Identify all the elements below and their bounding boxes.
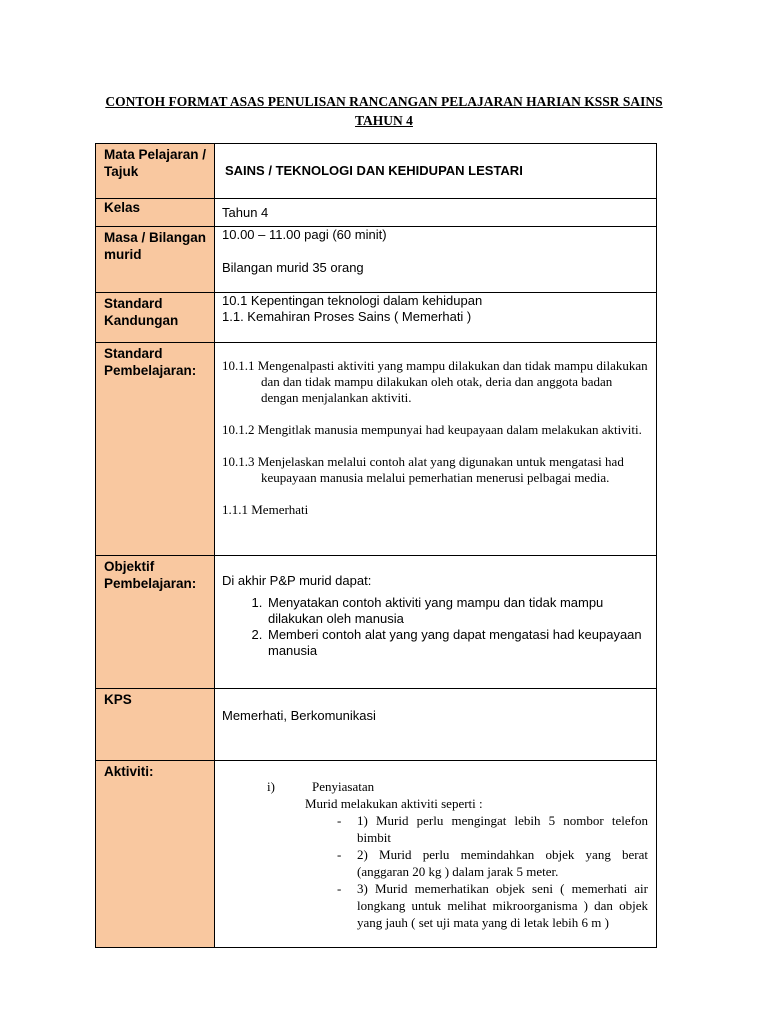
aktiviti-heading: Penyiasatan xyxy=(312,779,375,794)
value-standard-kandungan xyxy=(215,293,657,343)
label-standard-kandungan: Standard Kandungan xyxy=(96,293,215,343)
lesson-plan-table xyxy=(95,143,657,948)
row-mata-pelajaran xyxy=(96,144,657,199)
label-mata-pelajaran: Mata Pelajaran / Tajuk xyxy=(96,144,215,199)
label-masa: Masa / Bilangan murid xyxy=(96,227,215,293)
standard-item-2: 10.1.2 Mengitlak manusia mempunyai had keupayaan dalam melakukan aktiviti. xyxy=(222,422,642,437)
value-aktiviti xyxy=(215,761,657,948)
value-standard-pembelajaran xyxy=(215,343,657,556)
label-objektif: Objektif Pembelajaran: xyxy=(96,556,215,689)
row-masa xyxy=(96,227,657,293)
value-masa xyxy=(215,227,657,293)
objektif-intro: Di akhir P&P murid dapat: xyxy=(222,573,372,588)
label-aktiviti: Aktiviti: xyxy=(96,761,215,948)
row-kelas xyxy=(96,199,657,227)
standard-item-1: 10.1.1 Mengenalpasti aktiviti yang mampu dilakukan dan tidak mampu dilakukan dan dan tidak mampu dilakukan oleh otak, deria dan anggota badan dengan menjalankan aktiviti. xyxy=(222,358,648,405)
masa-time: 10.00 – 11.00 pagi (60 minit) xyxy=(222,227,387,242)
objektif-list xyxy=(222,595,646,659)
value-kelas: Tahun 4 xyxy=(215,199,657,227)
value-kps: Memerhati, Berkomunikasi xyxy=(215,689,657,761)
aktiviti-bullet-3: - 3) Murid memerhatikan objek seni ( memerhati air longkang untuk melihat mikroorganisma ) dan objek yang jauh ( set uji mata yang di letak lebih 6 m ) xyxy=(337,881,648,930)
objektif-item-1: 1. Menyatakan contoh aktiviti yang mampu dan tidak mampu dilakukan oleh manusia xyxy=(266,595,646,627)
label-kps: KPS xyxy=(96,689,215,761)
row-objektif xyxy=(96,556,657,689)
value-mata-pelajaran: SAINS / TEKNOLOGI DAN KEHIDUPAN LESTARI xyxy=(215,144,657,199)
document-subtitle: TAHUN 4 xyxy=(355,113,413,128)
standard-item-3: 10.1.3 Menjelaskan melalui contoh alat yang digunakan untuk mengatasi had keupayaan manusia melalui pemerhatian menerusi pelbagai media. xyxy=(222,454,624,485)
row-standard-kandungan xyxy=(96,293,657,343)
standard-kandungan-line-2: 1.1. Kemahiran Proses Sains ( Memerhati ) xyxy=(222,309,472,324)
row-standard-pembelajaran xyxy=(96,343,657,556)
aktiviti-bullet-1: - 1) Murid perlu mengingat lebih 5 nombor telefon bimbit xyxy=(337,813,648,845)
standard-item-4: 1.1.1 Memerhati xyxy=(222,502,309,517)
document-title: CONTOH FORMAT ASAS PENULISAN RANCANGAN PELAJARAN HARIAN KSSR SAINS xyxy=(105,94,663,109)
standard-kandungan-line-1: 10.1 Kepentingan teknologi dalam kehidupan xyxy=(222,293,483,308)
row-kps xyxy=(96,689,657,761)
masa-student-count: Bilangan murid 35 orang xyxy=(222,260,364,275)
label-standard-pembelajaran: Standard Pembelajaran: xyxy=(96,343,215,556)
objektif-item-2: 2. Memberi contoh alat yang yang dapat mengatasi had keupayaan manusia xyxy=(266,627,646,659)
aktiviti-intro: Murid melakukan aktiviti seperti : xyxy=(305,796,483,811)
aktiviti-bullet-2: - 2) Murid perlu memindahkan objek yang berat (anggaran 20 kg ) dalam jarak 5 meter. xyxy=(337,847,648,879)
aktiviti-bullet-list xyxy=(337,812,648,931)
aktiviti-heading-line xyxy=(222,778,656,795)
aktiviti-numeral: i) xyxy=(267,779,275,794)
value-objektif xyxy=(215,556,657,689)
row-aktiviti xyxy=(96,761,657,948)
label-kelas: Kelas xyxy=(96,199,215,227)
